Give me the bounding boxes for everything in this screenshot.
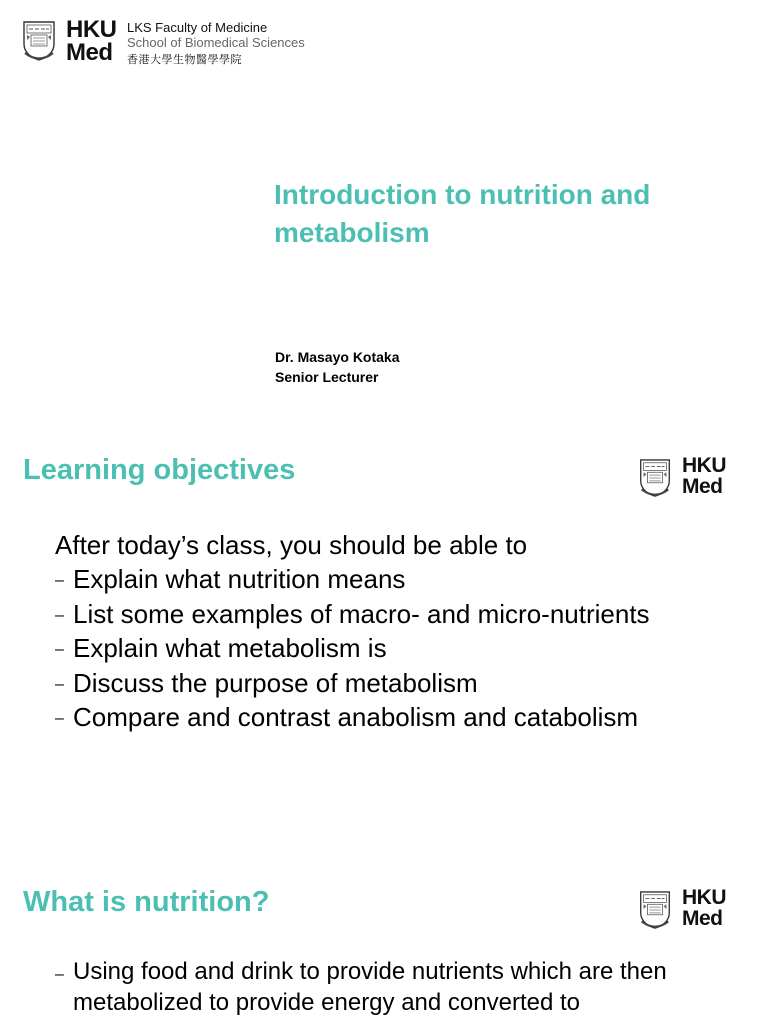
- hku-crest-icon: [638, 890, 672, 930]
- list-item: [55, 956, 695, 1018]
- school-name-chinese: 香港大學生物醫學學院: [127, 54, 242, 66]
- objectives-intro: After today’s class, you should be able to: [55, 530, 528, 560]
- list-item: [55, 700, 675, 735]
- hku-med-logo: [22, 18, 312, 66]
- faculty-name: LKS Faculty of Medicine: [127, 20, 268, 35]
- dash-bullet: –: [55, 966, 64, 983]
- hku-crest-icon: [638, 458, 672, 498]
- list-item-text: Compare and contrast anabolism and catabolism: [73, 702, 639, 732]
- nutrition-list: [55, 956, 695, 1018]
- logo-med-text: Med: [682, 907, 723, 930]
- dash-bullet: –: [55, 606, 64, 624]
- learning-objectives-slide: [0, 432, 768, 864]
- hku-med-logo-small: [638, 456, 734, 500]
- list-item: [55, 666, 675, 701]
- list-item-text: Explain what nutrition means: [73, 564, 406, 594]
- what-is-nutrition-slide: [0, 864, 768, 1024]
- author-name: Dr. Masayo Kotaka: [275, 349, 400, 365]
- dash-bullet: –: [55, 710, 64, 727]
- dash-bullet: –: [55, 572, 64, 589]
- hku-crest-icon: [22, 20, 56, 62]
- author-block: [275, 347, 400, 387]
- hku-med-logo-small: [638, 888, 734, 932]
- objectives-list: [55, 562, 675, 735]
- school-name: School of Biomedical Sciences: [127, 35, 305, 50]
- logo-med-text: Med: [682, 475, 723, 498]
- logo-hku-text: HKU: [682, 454, 726, 477]
- logo-hku-text: HKU: [66, 16, 117, 43]
- list-item: [55, 562, 675, 597]
- list-item: [55, 631, 675, 666]
- list-item: [55, 597, 675, 632]
- list-item-text: List some examples of macro- and micro-nutrients: [73, 598, 650, 629]
- list-item-text: Using food and drink to provide nutrients which are then metabolized to provide energy and converted to: [73, 958, 667, 1016]
- logo-hku-text: HKU: [682, 886, 726, 909]
- slide-heading: What is nutrition?: [23, 886, 270, 918]
- list-item-text: Discuss the purpose of metabolism: [73, 667, 478, 698]
- title-slide: [0, 0, 768, 432]
- logo-med-text: Med: [66, 39, 113, 66]
- slide-heading: Learning objectives: [23, 454, 296, 486]
- presentation-title: Introduction to nutrition and metabolism: [274, 179, 651, 248]
- dash-bullet: –: [55, 641, 64, 658]
- list-item-text: Explain what metabolism is: [73, 633, 387, 663]
- author-role: Senior Lecturer: [275, 369, 379, 385]
- dash-bullet: –: [55, 675, 64, 693]
